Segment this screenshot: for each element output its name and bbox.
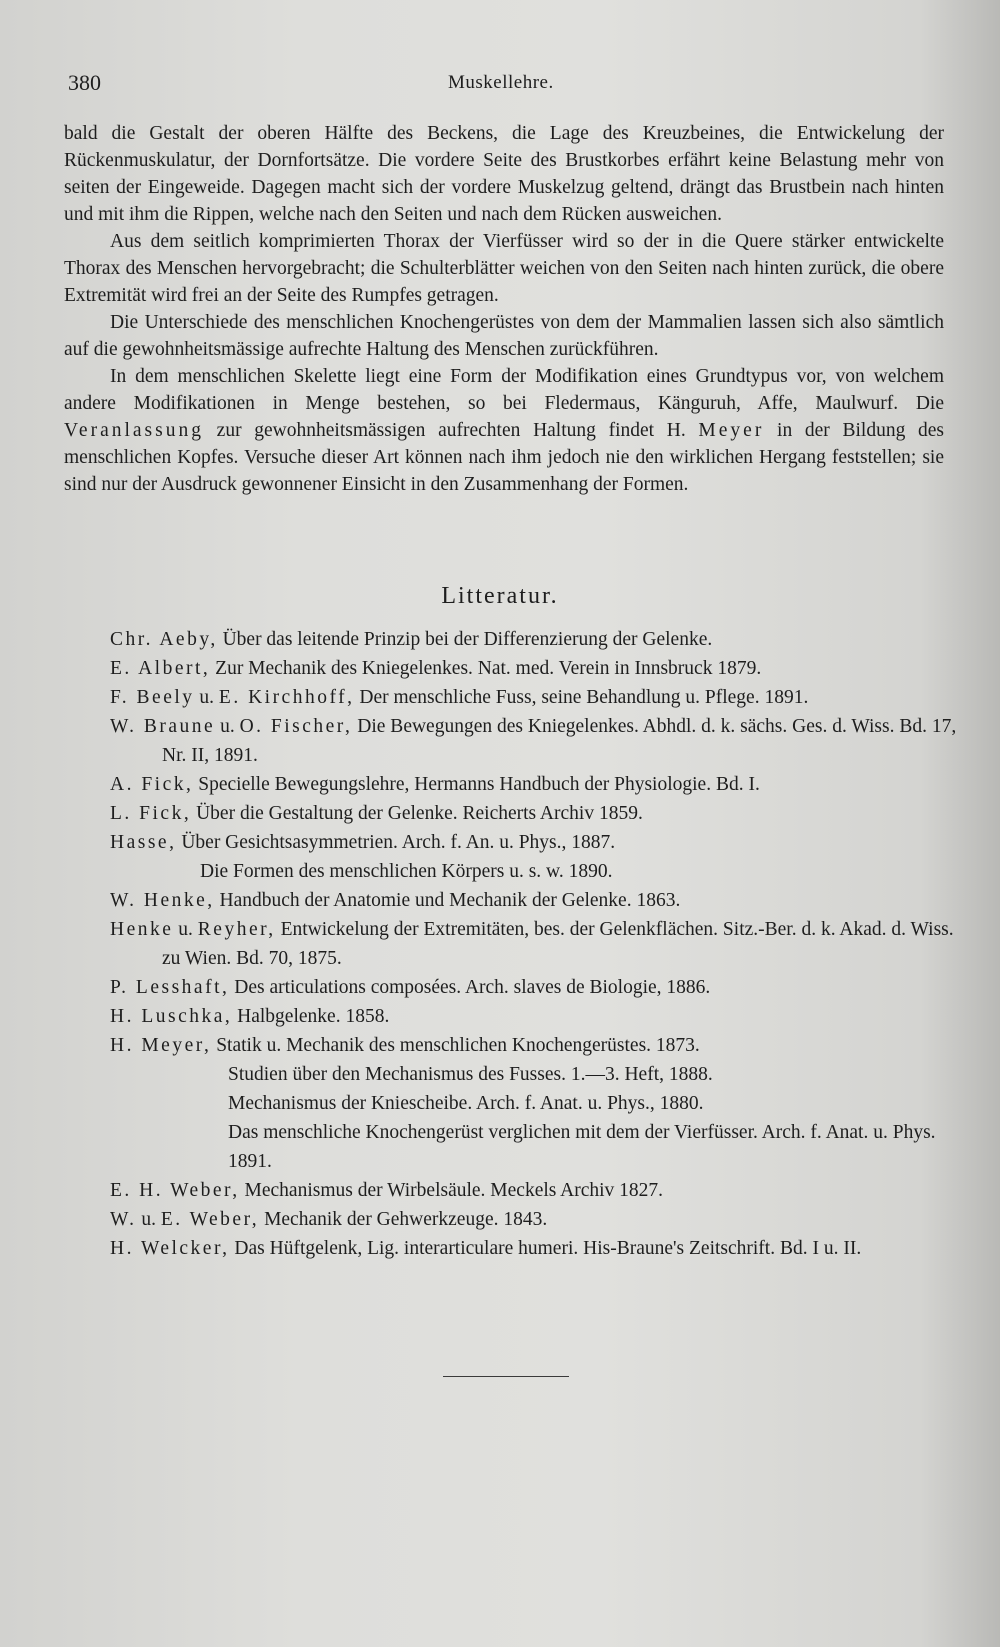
paragraph-4-text-e: in der Bildung des menschlichen Kopfes. Versuche dieser Art können nach ihm jedoch nie den wirklichen Hergang feststellen; sie sind nur der Ausdruck gewonnener Einsicht in den Zusammenhang der Formen. bbox=[64, 420, 945, 495]
literature-title: Litteratur. bbox=[441, 583, 559, 609]
emphasis-meyer: Meyer bbox=[698, 420, 765, 441]
reference-item bbox=[110, 654, 960, 683]
reference-text: Mechanismus der Wirbelsäule. Meckels Archiv 1827. bbox=[239, 1180, 664, 1201]
reference-item bbox=[110, 973, 960, 1002]
paragraph-3: Die Unterschiede des menschlichen Knochengerüstes von dem der Mammalien lassen sich also sämtlich auf die gewohnheitsmässige aufrechte Haltung des Menschen zurückführen. bbox=[64, 312, 944, 360]
reference-author: F. Beely bbox=[110, 687, 195, 708]
reference-text: Die Bewegungen des Kniegelenkes. Abhdl. d. k. sächs. Ges. d. Wiss. Bd. 17, Nr. II, 1891. bbox=[162, 716, 957, 766]
reference-item bbox=[110, 1205, 960, 1234]
end-rule-divider bbox=[443, 1376, 569, 1377]
reference-conjunction: u. bbox=[194, 687, 219, 708]
emphasis-veranlassung: Veranlassung bbox=[64, 420, 204, 441]
reference-author: H. Meyer, bbox=[110, 1035, 212, 1056]
reference-author: Chr. Aeby, bbox=[110, 629, 218, 650]
reference-author: P. Lesshaft, bbox=[110, 977, 230, 998]
reference-author: Hasse, bbox=[110, 832, 177, 853]
body-text bbox=[64, 120, 944, 498]
reference-text: Handbuch der Anatomie und Mechanik der Gelenke. 1863. bbox=[214, 890, 681, 911]
reference-text: Halbgelenke. 1858. bbox=[232, 1006, 390, 1027]
paragraph-2: Aus dem seitlich komprimierten Thorax der Vierfüsser wird so der in die Quere stärker entwickelte Thorax des Menschen hervorgebracht; die Schulterblätter weichen von den Seiten nach hinten zurück, die obere Extremität wird frei an der Seite des Rumpfes getragen. bbox=[64, 231, 944, 306]
reference-continuation: Mechanismus der Kniescheibe. Arch. f. Anat. u. Phys., 1880. bbox=[228, 1093, 704, 1114]
reference-author: E. H. Weber, bbox=[110, 1180, 240, 1201]
reference-author: Henke bbox=[110, 919, 174, 940]
reference-author: A. Fick, bbox=[110, 774, 194, 795]
reference-text: Mechanik der Gehwerkzeuge. 1843. bbox=[259, 1209, 548, 1230]
reference-continuation: Die Formen des menschlichen Körpers u. s. w. 1890. bbox=[200, 861, 613, 882]
reference-author: H. Luschka, bbox=[110, 1006, 233, 1027]
reference-text: Entwickelung der Extremitäten, bes. der Gelenkflächen. Sitz.-Ber. d. k. Akad. d. Wiss. zu Wien. Bd. 70, 1875. bbox=[162, 919, 954, 969]
reference-item bbox=[110, 1002, 960, 1031]
reference-item bbox=[110, 1031, 960, 1060]
reference-text: Zur Mechanik des Kniegelenkes. Nat. med. Verein in Innsbruck 1879. bbox=[210, 658, 762, 679]
reference-item bbox=[110, 799, 960, 828]
reference-continuation: Studien über den Mechanismus des Fusses. 1.—3. Heft, 1888. bbox=[228, 1064, 713, 1085]
reference-text: Statik u. Mechanik des menschlichen Knochengerüstes. 1873. bbox=[211, 1035, 700, 1056]
reference-continuation: Das menschliche Knochengerüst verglichen mit dem der Vierfüsser. Arch. f. Anat. u. Phys. 1891. bbox=[228, 1122, 936, 1172]
reference-item bbox=[110, 683, 960, 712]
paragraph-4-text-c: zur gewohnheitsmässigen aufrechten Haltung findet H. bbox=[203, 420, 699, 441]
paragraph-4-text-a: In dem menschlichen Skelette liegt eine Form der Modifikation eines Grundtypus vor, von welchem andere Modifikationen in Menge bestehen, so bei Fledermaus, Känguruh, Affe, Maulwurf. Die bbox=[64, 366, 944, 414]
reference-item bbox=[110, 625, 960, 654]
paragraph-1: bald die Gestalt der oberen Hälfte des Beckens, die Lage des Kreuzbeines, die Entwickelung der Rückenmuskulatur, der Dornfortsätze. Die vordere Seite des Brustkorbes erfährt keine Belastung mehr von seiten der Eingeweide. Dagegen macht sich der vordere Muskelzug geltend, drängt das Brustbein nach hinten und mit ihm die Rippen, welche nach den Seiten und nach dem Rücken ausweichen. bbox=[64, 123, 944, 225]
reference-conjunction: u. bbox=[173, 919, 198, 940]
reference-author: L. Fick, bbox=[110, 803, 192, 824]
reference-item bbox=[110, 828, 960, 857]
reference-author: W. bbox=[110, 1209, 137, 1230]
reference-text: Specielle Bewegungslehre, Hermanns Handbuch der Physiologie. Bd. I. bbox=[193, 774, 760, 795]
reference-author: H. Welcker, bbox=[110, 1238, 230, 1259]
reference-text: Des articulations composées. Arch. slaves de Biologie, 1886. bbox=[229, 977, 711, 998]
literature-list bbox=[110, 625, 960, 1263]
reference-author-2: O. Fischer, bbox=[239, 716, 353, 737]
reference-text: Das Hüftgelenk, Lig. interarticulare humeri. His-Braune's Zeitschrift. Bd. I u. II. bbox=[229, 1238, 862, 1259]
reference-item bbox=[110, 886, 960, 915]
page-header bbox=[68, 70, 948, 106]
reference-conjunction: u. bbox=[136, 1209, 161, 1230]
reference-author-2: Reyher, bbox=[197, 919, 276, 940]
reference-text: Über das leitende Prinzip bei der Differenzierung der Gelenke. bbox=[217, 629, 713, 650]
reference-text: Über die Gestaltung der Gelenke. Reicherts Archiv 1859. bbox=[191, 803, 643, 824]
reference-author: E. Albert, bbox=[110, 658, 211, 679]
reference-author: W. Braune bbox=[110, 716, 216, 737]
running-head: Muskellehre. bbox=[448, 72, 554, 93]
reference-author-2: E. Kirchhoff, bbox=[218, 687, 355, 708]
reference-text: Über Gesichtsasymmetrien. Arch. f. An. u. Phys., 1887. bbox=[176, 832, 616, 853]
reference-item bbox=[110, 770, 960, 799]
reference-conjunction: u. bbox=[215, 716, 240, 737]
reference-item bbox=[110, 712, 960, 770]
reference-text: Der menschliche Fuss, seine Behandlung u. Pflege. 1891. bbox=[354, 687, 809, 708]
reference-item bbox=[110, 1176, 960, 1205]
reference-item bbox=[110, 1234, 960, 1263]
reference-author: W. Henke, bbox=[110, 890, 215, 911]
paragraph-4 bbox=[64, 363, 944, 498]
reference-author-2: E. Weber, bbox=[160, 1209, 260, 1230]
reference-item bbox=[110, 915, 960, 973]
page-number: 380 bbox=[68, 70, 101, 95]
